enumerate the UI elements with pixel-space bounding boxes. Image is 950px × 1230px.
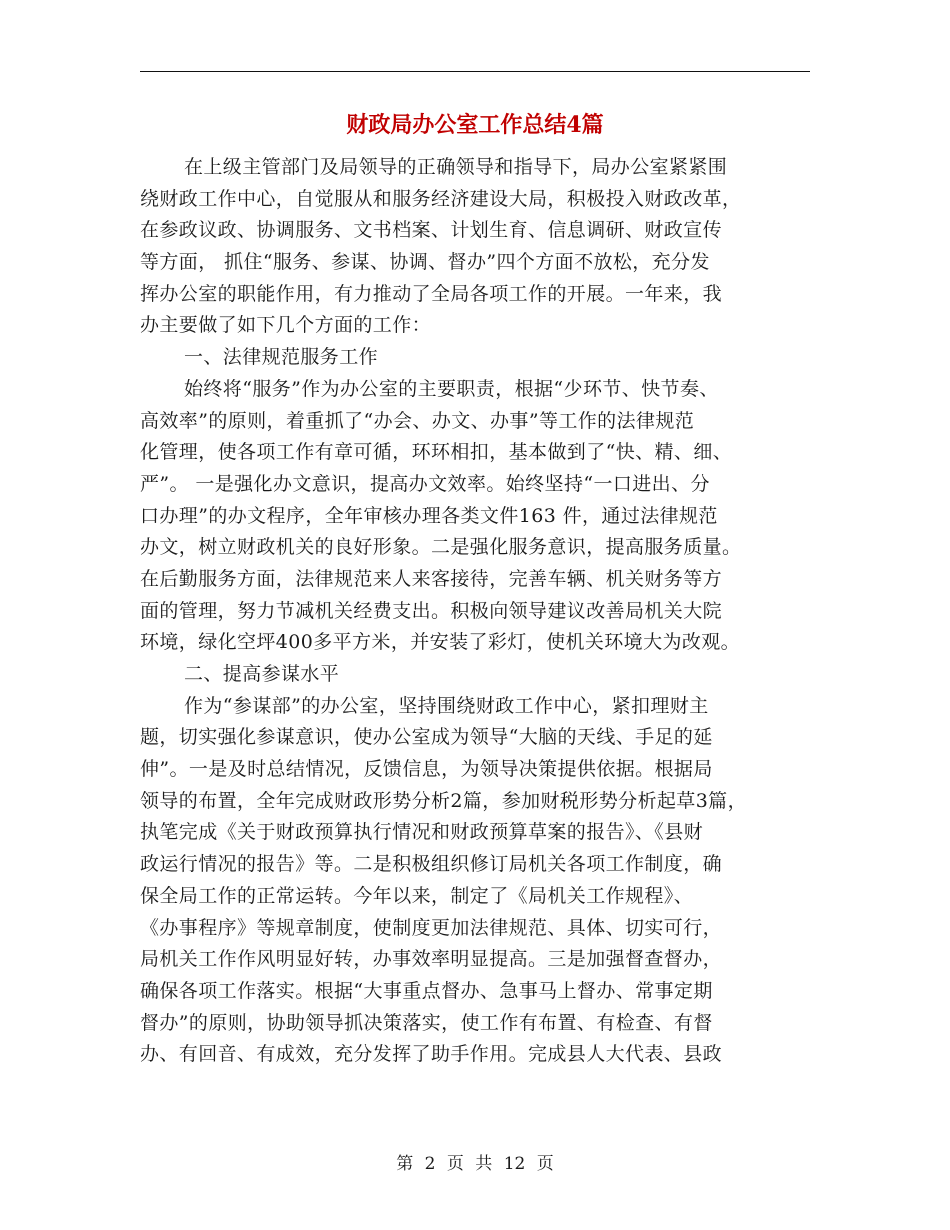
document-title: 财政局办公室工作总结4篇: [346, 112, 604, 138]
section-heading: 二、提高参谋水平: [184, 663, 340, 685]
body-line: 领导的布置，全年完成财政形势分析2篇，参加财税形势分析起草3篇，: [140, 789, 747, 812]
body-line: 伸”。一是及时总结情况，反馈信息，为领导决策提供依据。根据局: [140, 758, 713, 781]
body-line: 挥办公室的职能作用，有力推动了全局各项工作的开展。一年来，我: [140, 282, 723, 305]
body-line: 作为“参谋部”的办公室，坚持围绕财政工作中心，紧扣理财主: [184, 694, 709, 717]
body-line: 严”。 一是强化办文意识，提高办文效率。始终坚持“一口进出、分: [140, 472, 710, 495]
body-line: 局机关工作作风明显好转，办事效率明显提高。三是加强督查督办，: [140, 948, 723, 971]
body-line: 在参政议政、协调服务、文书档案、计划生育、信息调研、财政宣传: [140, 219, 723, 242]
body-line: 督办”的原则，协助领导抓决策落实，使工作有布置、有检查、有督: [140, 1011, 713, 1034]
page-number: 第 2 页 共 12 页: [396, 1154, 554, 1174]
body-line: 化管理，使各项工作有章可循，环环相扣，基本做到了“快、精、细、: [140, 441, 733, 464]
body-line: 确保各项工作落实。根据“大事重点督办、急事马上督办、常事定期: [140, 979, 713, 1002]
header-rule: [140, 71, 810, 72]
body-line: 面的管理，努力节减机关经费支出。积极向领导建议改善局机关大院: [140, 599, 723, 622]
body-line: 《办事程序》等规章制度，使制度更加法律规范、具体、切实可行，: [140, 916, 723, 939]
body-line: 题，切实强化参谋意识，使办公室成为领导“大脑的天线、手足的延: [140, 726, 713, 749]
body-line: 口办理”的办文程序，全年审核办理各类文件163 件，通过法律规范: [140, 504, 718, 527]
body-line: 办主要做了如下几个方面的工作：: [140, 314, 432, 337]
body-line: 环境，绿化空坪400多平方米，并安装了彩灯，使机关环境大为改观。: [140, 631, 741, 654]
body-line: 办文，树立财政机关的良好形象。二是强化服务意识，提高服务质量。: [140, 536, 742, 559]
body-line: 始终将“服务”作为办公室的主要职责，根据“少环节、快节奏、: [184, 377, 719, 400]
body-line: 办、有回音、有成效，充分发挥了助手作用。完成县人大代表、县政: [140, 1043, 723, 1066]
document-body: [140, 152, 830, 1071]
body-line: 在上级主管部门及局领导的正确领导和指导下，局办公室紧紧围: [184, 156, 728, 178]
body-line: 执笔完成《关于财政预算执行情况和财政预算草案的报告》、《县财: [140, 821, 704, 844]
section-heading: 一、法律规范服务工作: [184, 346, 379, 369]
body-line: 保全局工作的正常运转。今年以来，制定了《局机关工作规程》、: [140, 884, 694, 907]
body-line: 在后勤服务方面，法律规范来人来客接待，完善车辆、机关财务等方: [140, 567, 723, 590]
body-line: 绕财政工作中心，自觉服从和服务经济建设大局，积极投入财政改革，: [140, 187, 742, 210]
body-line: 高效率”的原则，着重抓了“办会、办文、办事”等工作的法律规范: [140, 409, 695, 432]
body-line: 等方面， 抓住“服务、参谋、协调、督办”四个方面不放松，充分发: [140, 251, 710, 274]
body-line: 政运行情况的报告》等。二是积极组织修订局机关各项工作制度，确: [140, 853, 723, 876]
